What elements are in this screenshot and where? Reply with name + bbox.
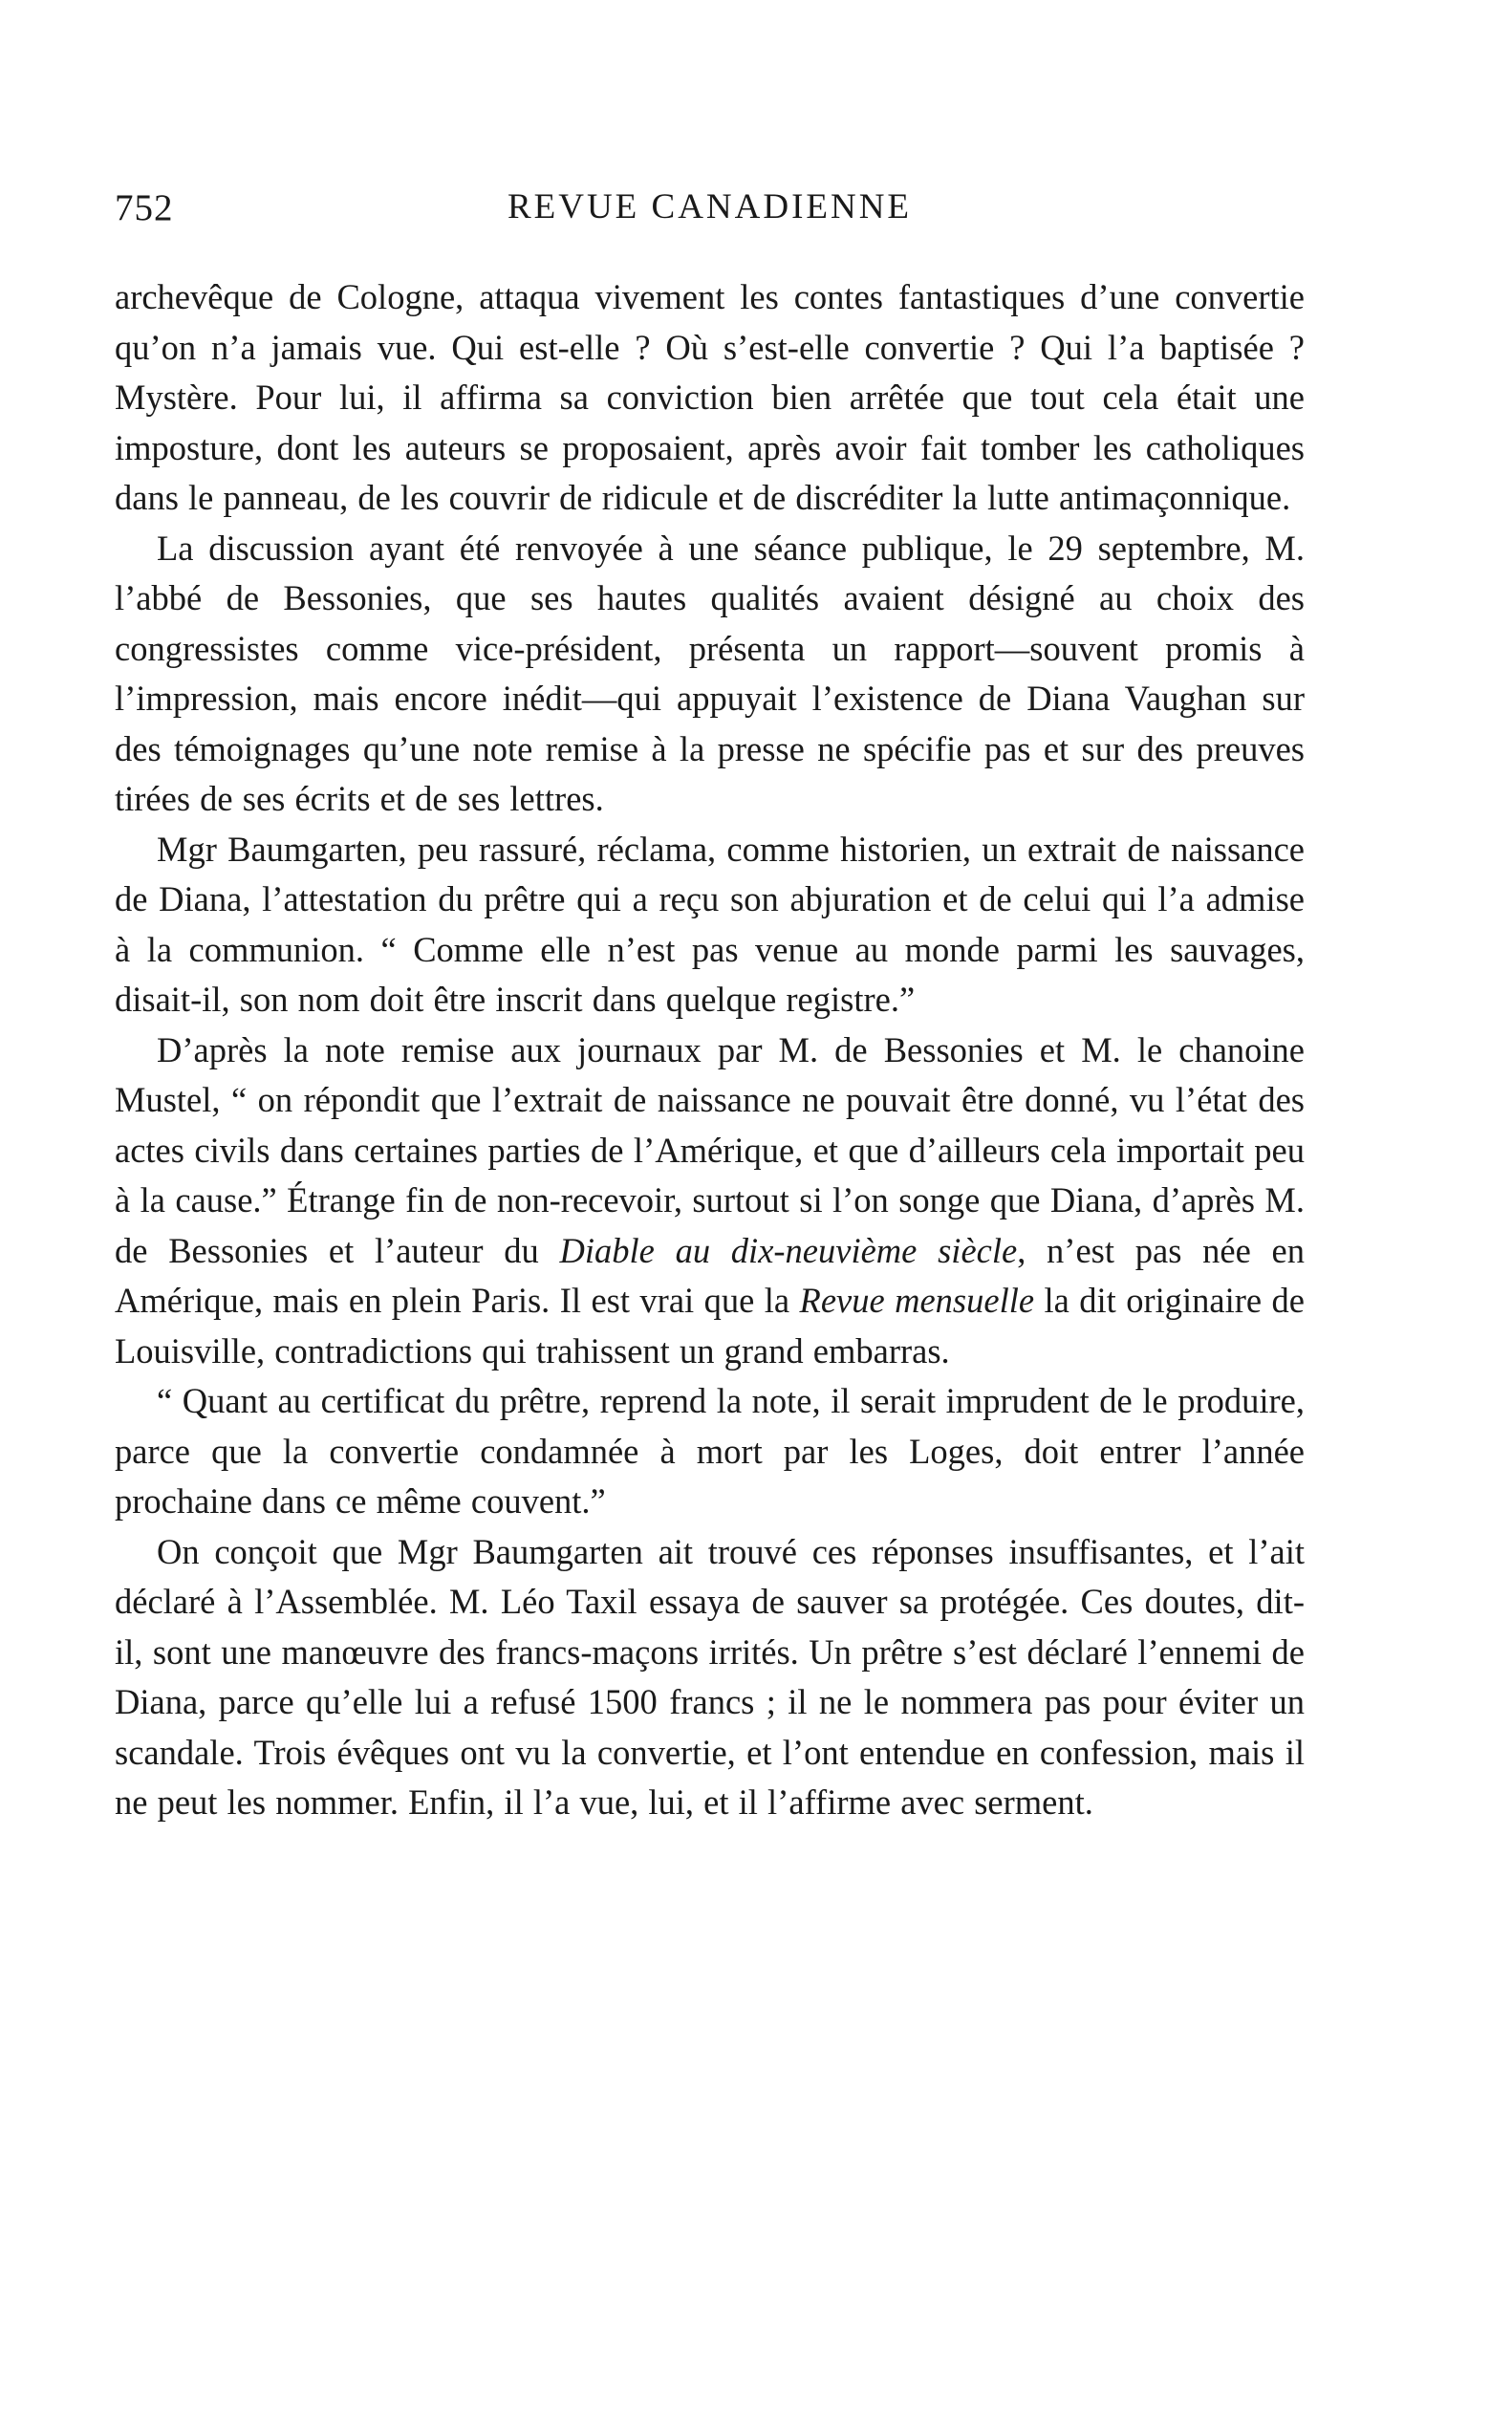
body-text (115, 272, 1305, 1828)
paragraph-5: “ Quant au certificat du prêtre, reprend la note, il serait imprudent de le produire, parce que la convertie condamnée à mort par les Loges, doit entrer l’année prochaine dans ce même couvent.” (115, 1381, 1305, 1521)
running-head: REVUE CANADIENNE (507, 187, 913, 227)
paragraph-1: archevêque de Cologne, attaqua vivement les contes fantastiques d’une convertie qu’on n’a jamais vue. Qui est-elle ? Où s’est-elle convertie ? Qui l’a baptisée ? Mystère. Pour lui, il affirma sa conviction bien arrêtée que tout cela était une imposture, dont les auteurs se proposaient, après avoir fait tomber les catholiques dans le panneau, de les couvrir de ridicule et de discréditer la lutte antimaçonnique. (115, 277, 1305, 517)
book-title-diable: Diable au dix-neuvième siècle (559, 1230, 1018, 1270)
paragraph-4 (115, 1025, 1305, 1377)
paragraph-4-part-2: , n’est pas née en Amérique, mais en plein Paris. Il est vrai que la (115, 1230, 1305, 1320)
paragraph-4-part-3: la dit originaire de Louisville, contradictions qui trahissent un grand embarras. (115, 1281, 1305, 1371)
page-header (115, 186, 1305, 232)
journal-title-revue-mensuelle: Revue mensuelle (799, 1281, 1035, 1320)
page-number: 752 (115, 187, 174, 228)
paragraph-3: Mgr Baumgarten, peu rassuré, réclama, comme historien, un extrait de naissance de Diana, l’attestation du prêtre qui a reçu son abjuration et de celui qui l’a admise à la communion. “ Comme elle n’est pas venue au monde parmi les sauvages, disait-il, son nom doit être inscrit dans quelque registre.” (115, 829, 1305, 1019)
paragraph-4-part-1: D’après la note remise aux journaux par M. de Bessonies et M. le chanoine Mustel, “ on répondit que l’extrait de naissance ne pouvait être donné, vu l’état des actes civils dans certaines parties de l’Amérique, et que d’ailleurs cela importait peu à la cause.” Étrange fin de non-recevoir, surtout si l’on songe que Diana, d’après M. de Bessonies et l’auteur du (115, 1029, 1305, 1270)
paragraph-2: La discussion ayant été renvoyée à une séance publique, le 29 septembre, M. l’abbé de Bessonies, que ses hautes qualités avaient désigné au choix des congressistes comme vice-président, présenta un rapport—souvent promis à l’impression, mais encore inédit—qui appuyait l’existence de Diana Vaughan sur des témoignages qu’une note remise à la presse ne spécifie pas et sur des preuves tirées de ses écrits et de ses lettres. (115, 528, 1305, 818)
paragraph-6: On conçoit que Mgr Baumgarten ait trouvé ces réponses insuffisantes, et l’ait déclaré à l’Assemblée. M. Léo Taxil essaya de sauver sa protégée. Ces doutes, dit-il, sont une manœuvre des francs-maçons irrités. Un prêtre s’est déclaré l’ennemi de Diana, parce qu’elle lui a refusé 1500 francs ; il ne le nommera pas pour éviter un scandale. Trois évêques ont vu la convertie, et l’ont entendue en confession, mais il ne peut les nommer. Enfin, il l’a vue, lui, et il l’affirme avec serment. (115, 1531, 1305, 1822)
